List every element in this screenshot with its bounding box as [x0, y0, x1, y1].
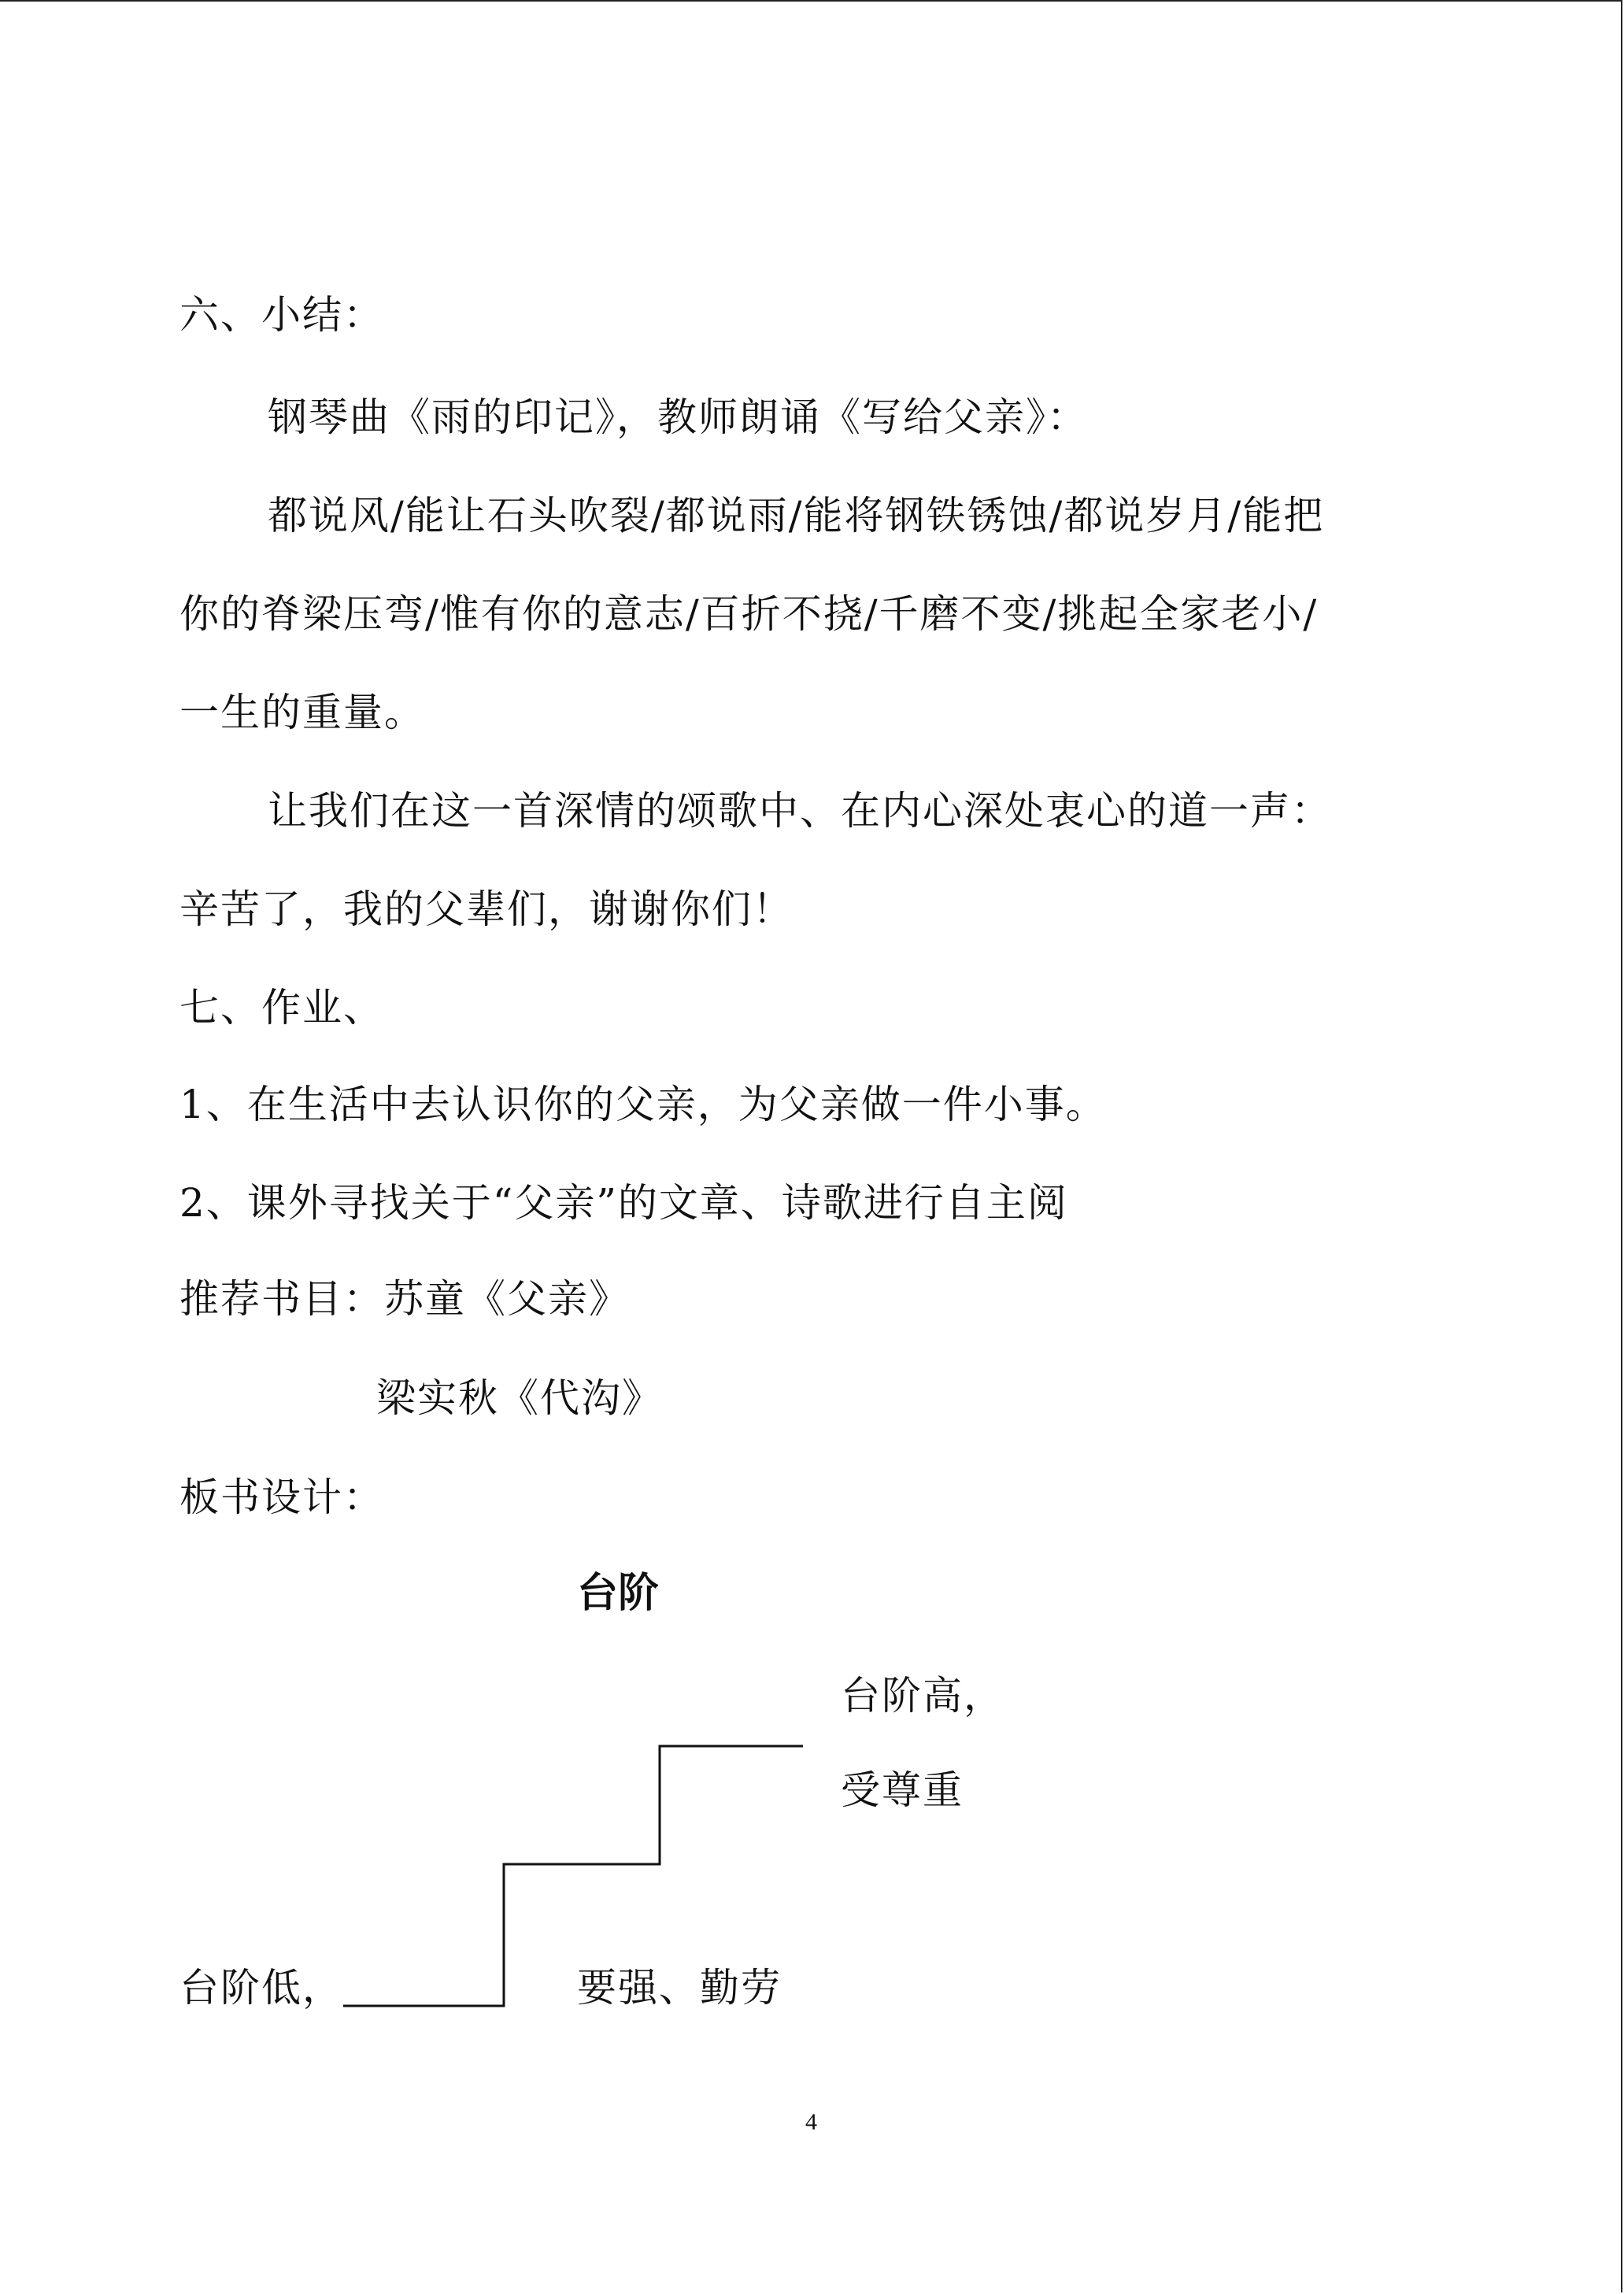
poem-line-1: 都说风/能让石头吹裂/都说雨/能将钢铁锈蚀/都说岁月/能把 [268, 493, 1325, 538]
board-low-note: 要强、勤劳 [577, 1965, 782, 2011]
board-high-label: 台阶高， [841, 1673, 1004, 1719]
stairs-line [343, 1746, 803, 2006]
poem-line-3: 一生的重量。 [179, 690, 425, 735]
board-low-label: 台阶低， [179, 1965, 343, 2011]
section-heading-summary: 六、小结： [179, 292, 384, 338]
closing-line-2: 辛苦了，我的父辈们，谢谢你们！ [179, 886, 794, 932]
music-line: 钢琴曲《雨的印记》，教师朗诵《写给父亲》： [268, 394, 1088, 440]
board-high-note: 受尊重 [841, 1767, 964, 1813]
board-design-heading: 板书设计： [179, 1474, 384, 1520]
homework-item-1: 1、在生活中去认识你的父亲，为父亲做一件小事。 [179, 1082, 1107, 1127]
closing-line-1: 让我们在这一首深情的颂歌中、在内心深处衷心的道一声： [268, 788, 1332, 834]
recommended-book-2: 梁实秋《代沟》 [376, 1375, 663, 1421]
section-heading-homework: 七、作业、 [179, 985, 384, 1030]
board-title: 台阶 [577, 1570, 660, 1617]
page-number: 4 [805, 2109, 817, 2135]
recommended-books-line: 推荐书目：苏童《父亲》 [179, 1276, 630, 1322]
poem-line-2: 你的脊梁压弯/惟有你的意志/百折不挠/千磨不变/挑起全家老小/ [179, 591, 1319, 637]
homework-item-2: 2、课外寻找关于“父亲”的文章、诗歌进行自主阅 [179, 1180, 1068, 1226]
